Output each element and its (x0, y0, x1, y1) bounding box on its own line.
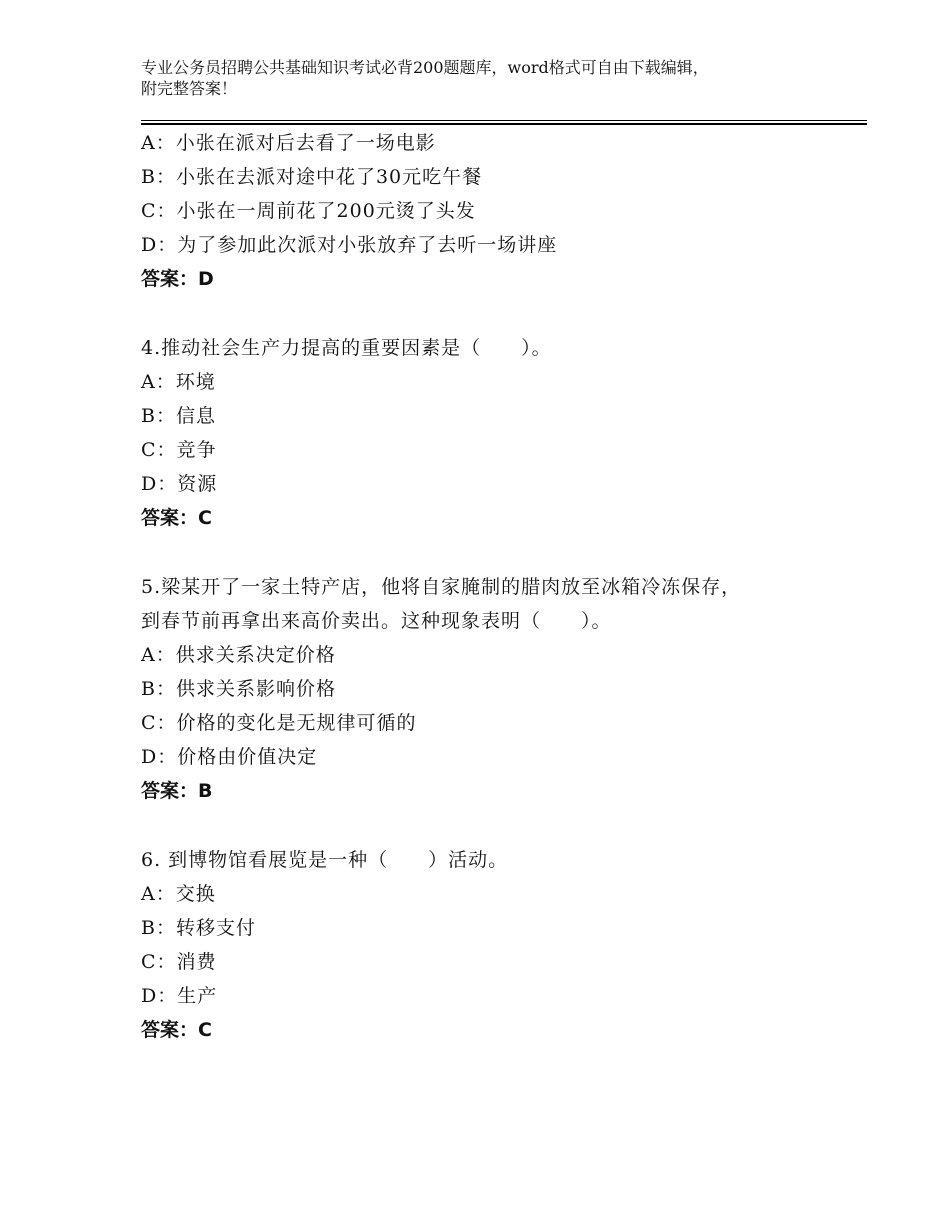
q5-option-d: D：价格由价值决定 (141, 746, 318, 768)
q3-option-c: C：小张在一周前花了200元烫了头发 (141, 200, 476, 222)
q4-option-a: A：环境 (141, 371, 216, 393)
q5-option-a: A：供求关系决定价格 (141, 644, 336, 666)
q6-option-c: C：消费 (141, 951, 217, 973)
q4-option-b: B：信息 (141, 405, 216, 427)
q3-option-d: D：为了参加此次派对小张放弃了去听一场讲座 (141, 234, 558, 256)
q5-answer: 答案：B (141, 780, 213, 802)
q6-question: 6. 到博物馆看展览是一种（ ）活动。 (141, 849, 509, 871)
q5-question-line-1: 5.梁某开了一家土特产店，他将自家腌制的腊肉放至冰箱冷冻保存， (141, 576, 742, 598)
q6-answer: 答案：C (141, 1019, 212, 1041)
q6-option-b: B：转移支付 (141, 917, 256, 939)
q3-option-b: B：小张在去派对途中花了30元吃午餐 (141, 166, 483, 188)
q3-option-a: A：小张在派对后去看了一场电影 (141, 132, 436, 154)
header-line-1: 专业公务员招聘公共基础知识考试必背200题题库，word格式可自由下载编辑， (141, 58, 709, 77)
q4-option-c: C：竞争 (141, 439, 217, 461)
header-rule-thin (141, 120, 867, 121)
q6-option-a: A：交换 (141, 883, 216, 905)
q5-option-c: C：价格的变化是无规律可循的 (141, 712, 417, 734)
q6-option-d: D：生产 (141, 985, 218, 1007)
q4-option-d: D：资源 (141, 473, 218, 495)
header-rule-thick (141, 123, 867, 125)
q3-answer: 答案：D (141, 268, 214, 290)
document-header (141, 57, 821, 99)
header-line-2: 附完整答案！ (141, 79, 238, 98)
q4-answer: 答案：C (141, 507, 212, 529)
q4-question: 4.推动社会生产力提高的重要因素是（ ）。 (141, 337, 552, 359)
q5-option-b: B：供求关系影响价格 (141, 678, 336, 700)
q5-question-line-2: 到春节前再拿出来高价卖出。这种现象表明（ ）。 (141, 610, 612, 632)
